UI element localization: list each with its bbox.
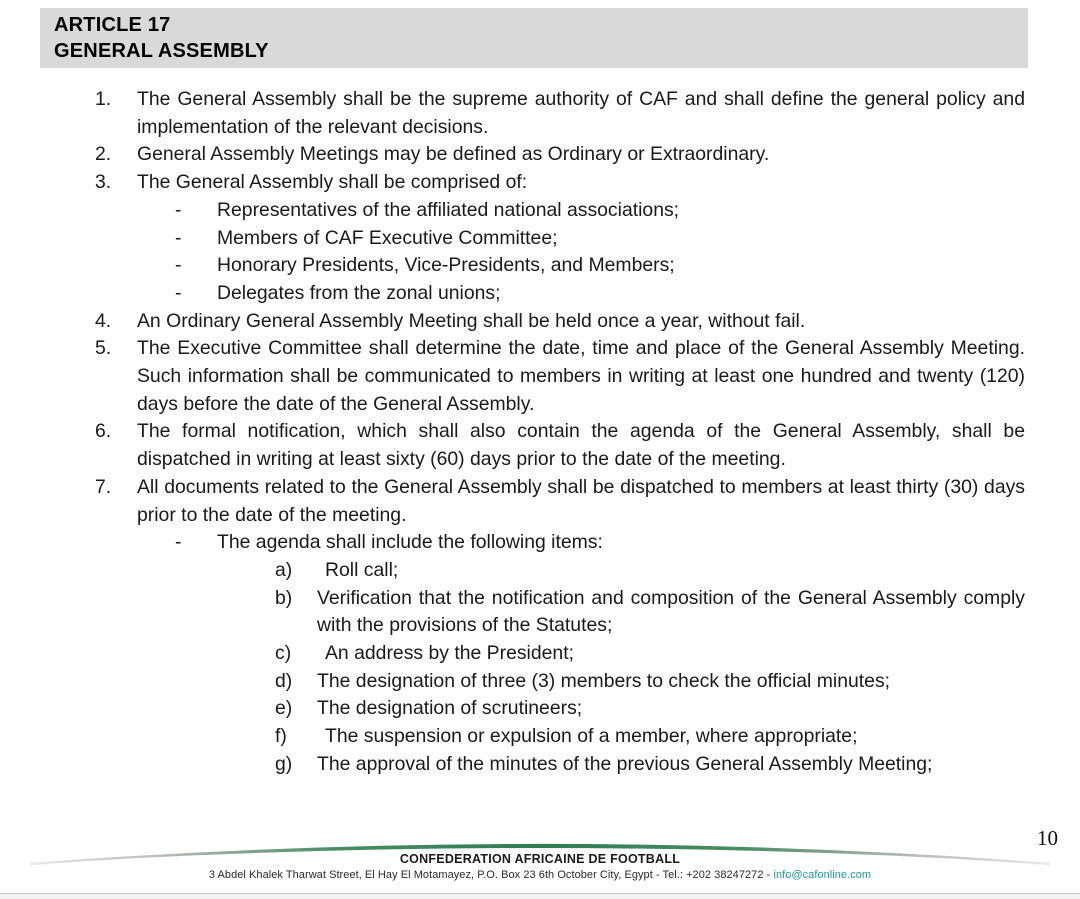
sub-list-item bbox=[0, 280, 1080, 308]
list-item bbox=[0, 169, 1080, 197]
sub-list-item-text: Members of CAF Executive Committee; bbox=[217, 226, 558, 249]
list-item-text: The General Assembly shall be comprised of: bbox=[137, 171, 528, 194]
sub-list-item bbox=[0, 252, 1080, 280]
bottom-rule bbox=[0, 893, 1080, 899]
list-item-text: An Ordinary General Assembly Meeting shall be held once a year, without fail. bbox=[137, 309, 806, 332]
list-item bbox=[0, 474, 1080, 529]
list-item-text: All documents related to the General Assembly shall be dispatched to members at least thirty (30) days prior to the date of the meeting. bbox=[137, 475, 1025, 526]
sub-list-item bbox=[0, 225, 1080, 253]
list-marker: 3. bbox=[95, 171, 112, 194]
letter-marker: f) bbox=[275, 725, 287, 748]
list-item bbox=[0, 86, 1080, 141]
letter-marker: c) bbox=[275, 642, 292, 665]
list-marker: 1. bbox=[95, 88, 112, 110]
list-item-text: The formal notification, which shall also contain the agenda of the General Assembly, shall be dispatched in writing at least sixty (60) days prior to the date of the meeting. bbox=[137, 420, 1025, 471]
agenda-item-text: The designation of scrutineers; bbox=[317, 697, 583, 720]
list-marker: 5. bbox=[95, 337, 112, 360]
letter-marker: b) bbox=[275, 586, 293, 609]
dash-marker: - bbox=[175, 531, 182, 554]
dash-marker: - bbox=[175, 254, 182, 277]
list-item bbox=[0, 141, 1080, 169]
agenda-item bbox=[0, 640, 1080, 668]
agenda-lead-text: The agenda shall include the following items: bbox=[217, 531, 603, 554]
agenda-item bbox=[0, 668, 1080, 696]
article-body bbox=[0, 86, 1080, 779]
list-marker: 6. bbox=[95, 420, 112, 443]
list-item bbox=[0, 335, 1080, 418]
sub-list-item-text: Delegates from the zonal unions; bbox=[217, 281, 501, 304]
sub-list-item-text: Honorary Presidents, Vice-Presidents, and Members; bbox=[217, 254, 675, 277]
sub-list-item-text: Representatives of the affiliated national associations; bbox=[217, 198, 680, 221]
list-item-text: General Assembly Meetings may be defined as Ordinary or Extraordinary. bbox=[137, 143, 770, 166]
agenda-item-text: The designation of three (3) members to check the official minutes; bbox=[317, 669, 891, 692]
list-marker: 7. bbox=[95, 475, 112, 498]
letter-marker: e) bbox=[275, 697, 293, 720]
agenda-lead-item bbox=[0, 529, 1080, 557]
letter-marker: g) bbox=[275, 752, 293, 775]
agenda-item bbox=[0, 557, 1080, 585]
list-item bbox=[0, 418, 1080, 473]
agenda-item bbox=[0, 723, 1080, 751]
dash-marker: - bbox=[175, 198, 182, 221]
letter-marker: a) bbox=[275, 558, 293, 581]
list-marker: 4. bbox=[95, 309, 112, 332]
dash-marker: - bbox=[175, 281, 182, 304]
footer-text-block bbox=[0, 851, 1080, 883]
agenda-item bbox=[0, 695, 1080, 723]
list-item bbox=[0, 308, 1080, 336]
address-separator: - bbox=[766, 869, 774, 881]
organization-name: CONFEDERATION AFRICAINE DE FOOTBALL bbox=[399, 852, 681, 866]
list-item-text: The General Assembly shall be the supreme authority of CAF and shall define the general policy and implementation of the relevant decisions. bbox=[137, 88, 1025, 138]
agenda-item-text: Roll call; bbox=[325, 558, 399, 581]
agenda-item-text: The approval of the minutes of the previous General Assembly Meeting; bbox=[317, 752, 933, 775]
agenda-item bbox=[0, 751, 1080, 779]
address-text: 3 Abdel Khalek Tharwat Street, El Hay El Motamayez, P.O. Box 23 6th October City, Egypt - Tel.: +202 38247272 bbox=[208, 869, 767, 881]
page-footer bbox=[0, 836, 1080, 898]
page-title: GENERAL ASSEMBLY bbox=[54, 40, 269, 62]
letter-marker: d) bbox=[275, 669, 293, 692]
article-label: ARTICLE 17 bbox=[54, 14, 171, 36]
agenda-item-text: An address by the President; bbox=[325, 642, 574, 665]
article-header-band bbox=[40, 8, 1028, 68]
agenda-item-text: Verification that the notification and composition of the General Assembly comply with the provisions of the Statutes; bbox=[317, 586, 1025, 637]
agenda-item-text: The suspension or expulsion of a member, where appropriate; bbox=[325, 725, 858, 748]
page-number: 10 bbox=[1037, 826, 1058, 850]
footer-address-line bbox=[0, 867, 1080, 883]
list-item-text: The Executive Committee shall determine the date, time and place of the General Assembly Meeting. Such information shall be communicated to members in writing at least one hundred and twenty (120) days before the date of the General Assembly. bbox=[137, 337, 1025, 415]
sub-list-item bbox=[0, 197, 1080, 225]
dash-marker: - bbox=[175, 226, 182, 249]
agenda-item bbox=[0, 585, 1080, 640]
list-marker: 2. bbox=[95, 143, 112, 166]
contact-email-link[interactable]: info@cafonline.com bbox=[773, 869, 872, 881]
